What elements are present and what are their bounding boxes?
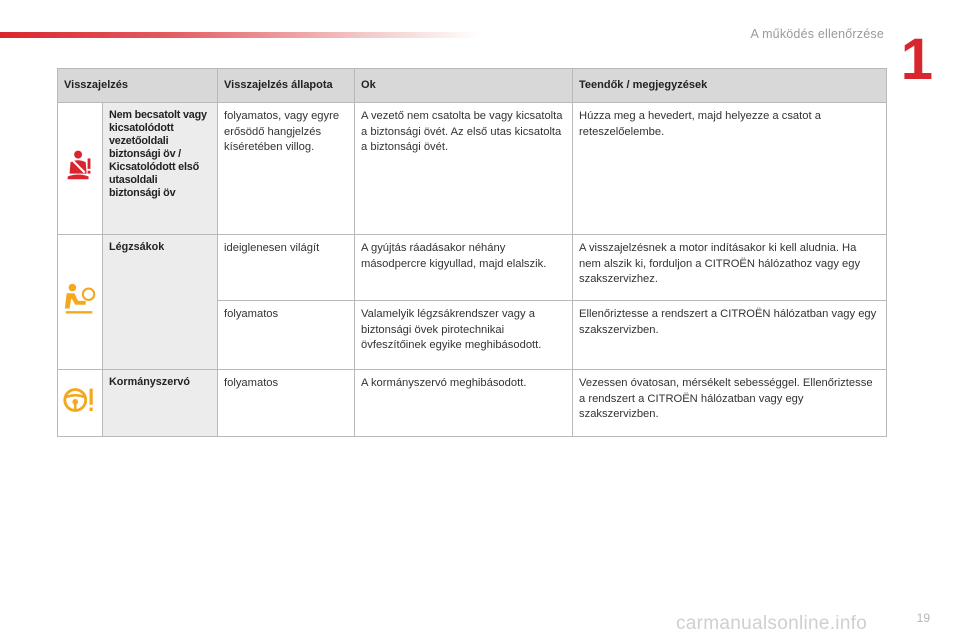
icon-cell	[58, 103, 103, 235]
indicator-state: ideiglenesen világít	[218, 235, 355, 301]
indicator-cause: Valamelyik légzsákrendszer vagy a biztonsági övek pirotechnikai övfeszítőinek egyike meghibásodott.	[355, 301, 573, 370]
indicator-action: A visszajelzésnek a motor indításakor ki kell aludnia. Ha nem alszik ki, forduljon a CITROËN hálózathoz vagy egy szakszervizhez.	[573, 235, 887, 301]
page-number: 19	[916, 611, 930, 625]
indicator-action: Ellenőriztesse a rendszert a CITROËN hálózatban vagy egy szakszervizben.	[573, 301, 887, 370]
seatbelt-warning-icon	[61, 147, 99, 185]
chapter-number: 1	[900, 27, 933, 92]
table-row	[58, 103, 887, 235]
indicator-action: Húzza meg a hevedert, majd helyezze a csatot a reteszelőelembe.	[573, 103, 887, 235]
table-row	[58, 235, 887, 301]
indicator-cause: A vezető nem csatolta be vagy kicsatolta a biztonsági övét. Az első utas kicsatolta a biztonsági övét.	[355, 103, 573, 235]
indicator-state: folyamatos	[218, 370, 355, 437]
watermark: carmanualsonline.info	[676, 613, 868, 634]
indicator-action: Vezessen óvatosan, mérsékelt sebességgel. Ellenőriztesse a rendszert a CITROËN hálózatban vagy egy szakszervizben.	[573, 370, 887, 437]
chapter-title: A működés ellenőrzése	[750, 27, 884, 41]
header-accent-bar	[0, 32, 480, 38]
power-steering-warning-icon	[61, 381, 99, 419]
column-header-state: Visszajelzés állapota	[218, 69, 355, 103]
column-header-indicator: Visszajelzés	[58, 69, 218, 103]
warning-lights-table	[57, 68, 887, 437]
column-header-cause: Ok	[355, 69, 573, 103]
column-header-action: Teendők / megjegyzések	[573, 69, 887, 103]
table-header-row	[58, 69, 887, 103]
indicator-cause: A gyújtás ráadásakor néhány másodpercre kigyullad, majd elalszik.	[355, 235, 573, 301]
airbag-warning-icon	[61, 280, 99, 318]
icon-cell	[58, 370, 103, 437]
indicator-name: Légzsákok	[103, 235, 218, 370]
icon-cell	[58, 235, 103, 370]
indicator-name: Kormányszervó	[103, 370, 218, 437]
indicator-state: folyamatos	[218, 301, 355, 370]
table-row	[58, 370, 887, 437]
indicator-state: folyamatos, vagy egyre erősödő hangjelzés kíséretében villog.	[218, 103, 355, 235]
indicator-cause: A kormányszervó meghibásodott.	[355, 370, 573, 437]
indicator-name: Nem becsatolt vagy kicsatolódott vezetőoldali biztonsági öv / Kicsatolódott első utasoldali biztonsági öv	[103, 103, 218, 235]
